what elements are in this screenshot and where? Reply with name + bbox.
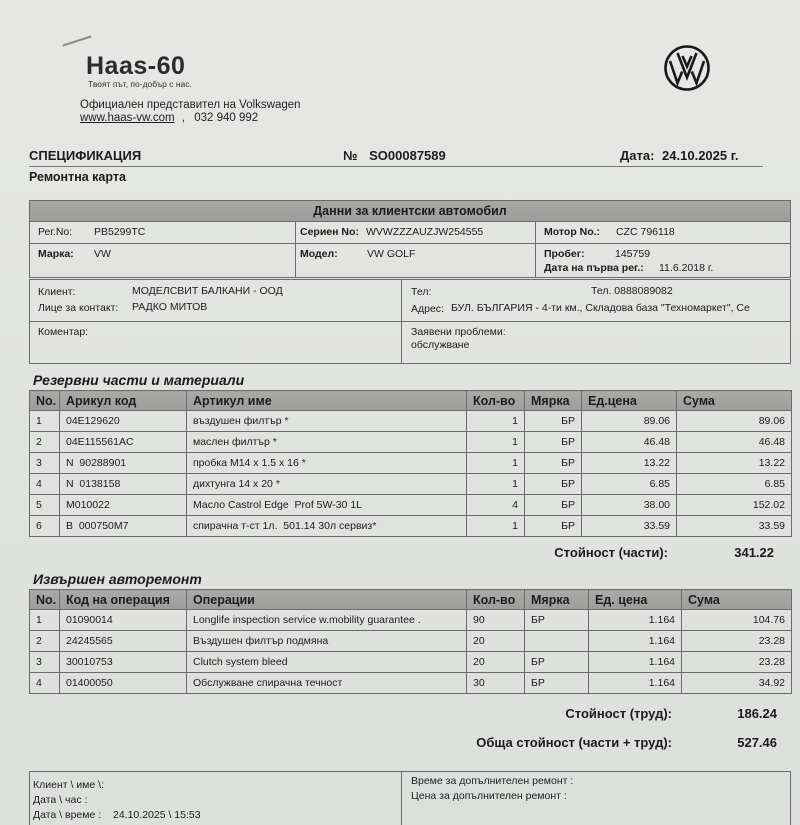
table-row xyxy=(30,432,792,453)
line-sum: 152.02 xyxy=(677,495,792,516)
labor-section-title: Извършен авторемонт xyxy=(33,571,202,587)
line-sum: 34.92 xyxy=(682,673,792,694)
column-header: Операции xyxy=(187,590,467,610)
problems-label: Заявени проблеми: xyxy=(411,326,506,338)
part-name: спирачна т-ст 1л. 501.14 30л сервиз* xyxy=(187,516,467,537)
unit-price: 89.06 xyxy=(582,411,677,432)
table-row xyxy=(30,516,792,537)
quantity: 30 xyxy=(467,673,525,694)
unit-price: 1.164 xyxy=(589,610,682,631)
address-value: БУЛ. БЪЛГАРИЯ - 4-ти км., Складова база "Техномаркет", Се xyxy=(451,302,750,314)
part-name: въздушен филтър * xyxy=(187,411,467,432)
operation-name: Clutch system bleed xyxy=(187,652,467,673)
document-subtitle: Ремонтна карта xyxy=(29,170,126,184)
quantity: 1 xyxy=(467,453,525,474)
column-header: Сума xyxy=(677,391,792,411)
engine-value: CZC 796118 xyxy=(616,226,675,238)
column-header: Кол-во xyxy=(467,391,525,411)
table-row xyxy=(30,631,792,652)
engine-label: Мотор No.: xyxy=(544,226,601,238)
model-label: Модел: xyxy=(300,248,338,260)
line-sum: 33.59 xyxy=(677,516,792,537)
problems-value: обслужване xyxy=(411,339,470,351)
unit: БР xyxy=(525,516,582,537)
document-date-label: Дата: xyxy=(620,148,655,163)
table-row xyxy=(30,610,792,631)
line-sum: 46.48 xyxy=(677,432,792,453)
unit-price: 38.00 xyxy=(582,495,677,516)
client-label: Клиент: xyxy=(38,286,76,298)
first-registration-value: 11.6.2018 г. xyxy=(659,262,714,274)
row-number: 3 xyxy=(30,652,60,673)
client-value: МОДЕЛСВИТ БАЛКАНИ - ООД xyxy=(132,285,283,297)
make-value: VW xyxy=(94,248,111,260)
table-row xyxy=(30,495,792,516)
column-header: Кол-во xyxy=(467,590,525,610)
row-number: 2 xyxy=(30,432,60,453)
decorative-line xyxy=(62,35,91,46)
divider xyxy=(30,243,790,244)
unit: БР xyxy=(525,610,589,631)
quantity: 1 xyxy=(467,411,525,432)
column-header: No. xyxy=(30,590,60,610)
column-header: Арикул код xyxy=(60,391,187,411)
parts-total-value: 341.22 xyxy=(734,545,774,560)
line-sum: 13.22 xyxy=(677,453,792,474)
table-row xyxy=(30,652,792,673)
column-header: Ед. цена xyxy=(589,590,682,610)
contact-label: Лице за контакт: xyxy=(38,302,119,314)
part-code: M010022 xyxy=(60,495,187,516)
part-name: Масло Castrol Edge Prof 5W-30 1L xyxy=(187,495,467,516)
dealer-tagline: Твоят път, по-добър с нас. xyxy=(88,79,192,89)
quantity: 1 xyxy=(467,474,525,495)
tel-label: Тел: xyxy=(411,286,432,298)
operation-code: 01400050 xyxy=(60,673,187,694)
parts-total-label: Стойност (части): xyxy=(554,545,668,560)
row-number: 5 xyxy=(30,495,60,516)
contact-value: РАДКО МИТОВ xyxy=(132,301,208,313)
unit-price: 1.164 xyxy=(589,652,682,673)
unit: БР xyxy=(525,453,582,474)
divider xyxy=(535,221,536,277)
grand-total-label: Обща стойност (части + труд): xyxy=(476,735,672,750)
labor-total-label: Стойност (труд): xyxy=(565,706,672,721)
divider xyxy=(295,221,296,277)
part-name: пробка M14 x 1.5 x 16 * xyxy=(187,453,467,474)
comment-label: Коментар: xyxy=(38,326,89,338)
quantity: 20 xyxy=(467,631,525,652)
row-number: 3 xyxy=(30,453,60,474)
reg-label: Рег.No: xyxy=(38,226,73,238)
unit-price: 13.22 xyxy=(582,453,677,474)
column-header: Ед.цена xyxy=(582,391,677,411)
line-sum: 23.28 xyxy=(682,652,792,673)
table-row xyxy=(30,474,792,495)
date-hour-label: Дата \ час : xyxy=(33,794,88,806)
make-label: Марка: xyxy=(38,248,74,260)
volkswagen-logo-icon xyxy=(663,44,711,92)
extra-repair-time-label: Време за допълнителен ремонт : xyxy=(411,775,574,787)
column-header: Код на операция xyxy=(60,590,187,610)
line-sum: 6.85 xyxy=(677,474,792,495)
unit: БР xyxy=(525,673,589,694)
model-value: VW GOLF xyxy=(367,248,416,260)
operation-name: Longlife inspection service w.mobility guarantee . xyxy=(187,610,467,631)
dealer-representative: Официален представител на Volkswagen xyxy=(80,99,301,111)
unit-price: 6.85 xyxy=(582,474,677,495)
grand-total-value: 527.46 xyxy=(737,735,777,750)
labor-table-header xyxy=(30,590,792,610)
operation-name: Въздушен филтър подмяна xyxy=(187,631,467,652)
unit: БР xyxy=(525,495,582,516)
quantity: 1 xyxy=(467,432,525,453)
client-name-label: Клиент \ име \: xyxy=(33,779,104,791)
part-name: маслен филтър * xyxy=(187,432,467,453)
line-sum: 89.06 xyxy=(677,411,792,432)
column-header: No. xyxy=(30,391,60,411)
column-header: Сума xyxy=(682,590,792,610)
operation-name: Обслужване спирачна течност xyxy=(187,673,467,694)
operation-code: 24245565 xyxy=(60,631,187,652)
divider xyxy=(401,772,402,825)
operation-code: 30010753 xyxy=(60,652,187,673)
column-header: Мярка xyxy=(525,590,589,610)
client-data-box xyxy=(29,279,791,364)
document-date-value: 24.10.2025 г. xyxy=(662,148,739,163)
row-number: 4 xyxy=(30,474,60,495)
unit-price: 1.164 xyxy=(589,673,682,694)
document-number-value: SO00087589 xyxy=(369,148,446,163)
document-number-label: № xyxy=(343,148,358,163)
vehicle-data-box xyxy=(29,200,791,278)
unit-price: 33.59 xyxy=(582,516,677,537)
line-sum: 104.76 xyxy=(682,610,792,631)
website-link[interactable]: www.haas-vw.com xyxy=(80,112,175,124)
datetime-value: 24.10.2025 \ 15:53 xyxy=(113,809,201,821)
part-name: дихтунга 14 x 20 * xyxy=(187,474,467,495)
address-label: Адрес: xyxy=(411,303,444,315)
vehicle-data-heading: Данни за клиентски автомобил xyxy=(30,201,790,221)
quantity: 1 xyxy=(467,516,525,537)
line-sum: 23.28 xyxy=(682,631,792,652)
labor-total-value: 186.24 xyxy=(737,706,777,721)
labor-table xyxy=(29,589,792,694)
table-row xyxy=(30,453,792,474)
document-number xyxy=(343,148,446,163)
quantity: 20 xyxy=(467,652,525,673)
parts-section-title: Резервни части и материали xyxy=(33,372,245,388)
parts-table-header xyxy=(30,391,792,411)
part-code: 04E115561AC xyxy=(60,432,187,453)
table-row xyxy=(30,673,792,694)
mileage-label: Пробег: xyxy=(544,248,585,260)
row-number: 1 xyxy=(30,610,60,631)
column-header: Артикул име xyxy=(187,391,467,411)
first-registration-label: Дата на първа рег.: xyxy=(544,262,644,274)
parts-table xyxy=(29,390,792,537)
row-number: 2 xyxy=(30,631,60,652)
column-header: Мярка xyxy=(525,391,582,411)
part-code: N 0138158 xyxy=(60,474,187,495)
unit-price: 1.164 xyxy=(589,631,682,652)
part-code: B 000750M7 xyxy=(60,516,187,537)
tel-value: Тел. 0888089082 xyxy=(591,285,673,297)
mileage-value: 145759 xyxy=(615,248,651,260)
dealer-contact xyxy=(80,112,258,124)
row-number: 1 xyxy=(30,411,60,432)
serial-label: Сериен No: xyxy=(300,226,359,238)
divider xyxy=(401,280,402,363)
unit: БР xyxy=(525,652,589,673)
unit-price: 46.48 xyxy=(582,432,677,453)
quantity: 90 xyxy=(467,610,525,631)
serial-value: WVWZZZAUZJW254555 xyxy=(366,226,484,238)
row-number: 4 xyxy=(30,673,60,694)
extra-repair-price-label: Цена за допълнителен ремонт : xyxy=(411,790,567,802)
dealer-phone: 032 940 992 xyxy=(194,112,259,124)
part-code: N 90288901 xyxy=(60,453,187,474)
document-title: СПЕЦИФИКАЦИЯ xyxy=(29,148,142,163)
part-code: 04E129620 xyxy=(60,411,187,432)
operation-code: 01090014 xyxy=(60,610,187,631)
datetime-label: Дата \ време : xyxy=(33,809,102,821)
reg-value: PB5299TC xyxy=(94,226,146,238)
unit xyxy=(525,631,589,652)
table-row xyxy=(30,411,792,432)
divider xyxy=(30,321,790,322)
divider xyxy=(29,166,763,167)
quantity: 4 xyxy=(467,495,525,516)
signature-box xyxy=(29,771,791,825)
unit: БР xyxy=(525,432,582,453)
row-number: 6 xyxy=(30,516,60,537)
contact-separator: , xyxy=(181,112,185,124)
unit: БР xyxy=(525,411,582,432)
unit: БР xyxy=(525,474,582,495)
document-date xyxy=(620,148,738,163)
dealer-logo: Haas-60 xyxy=(86,52,186,80)
